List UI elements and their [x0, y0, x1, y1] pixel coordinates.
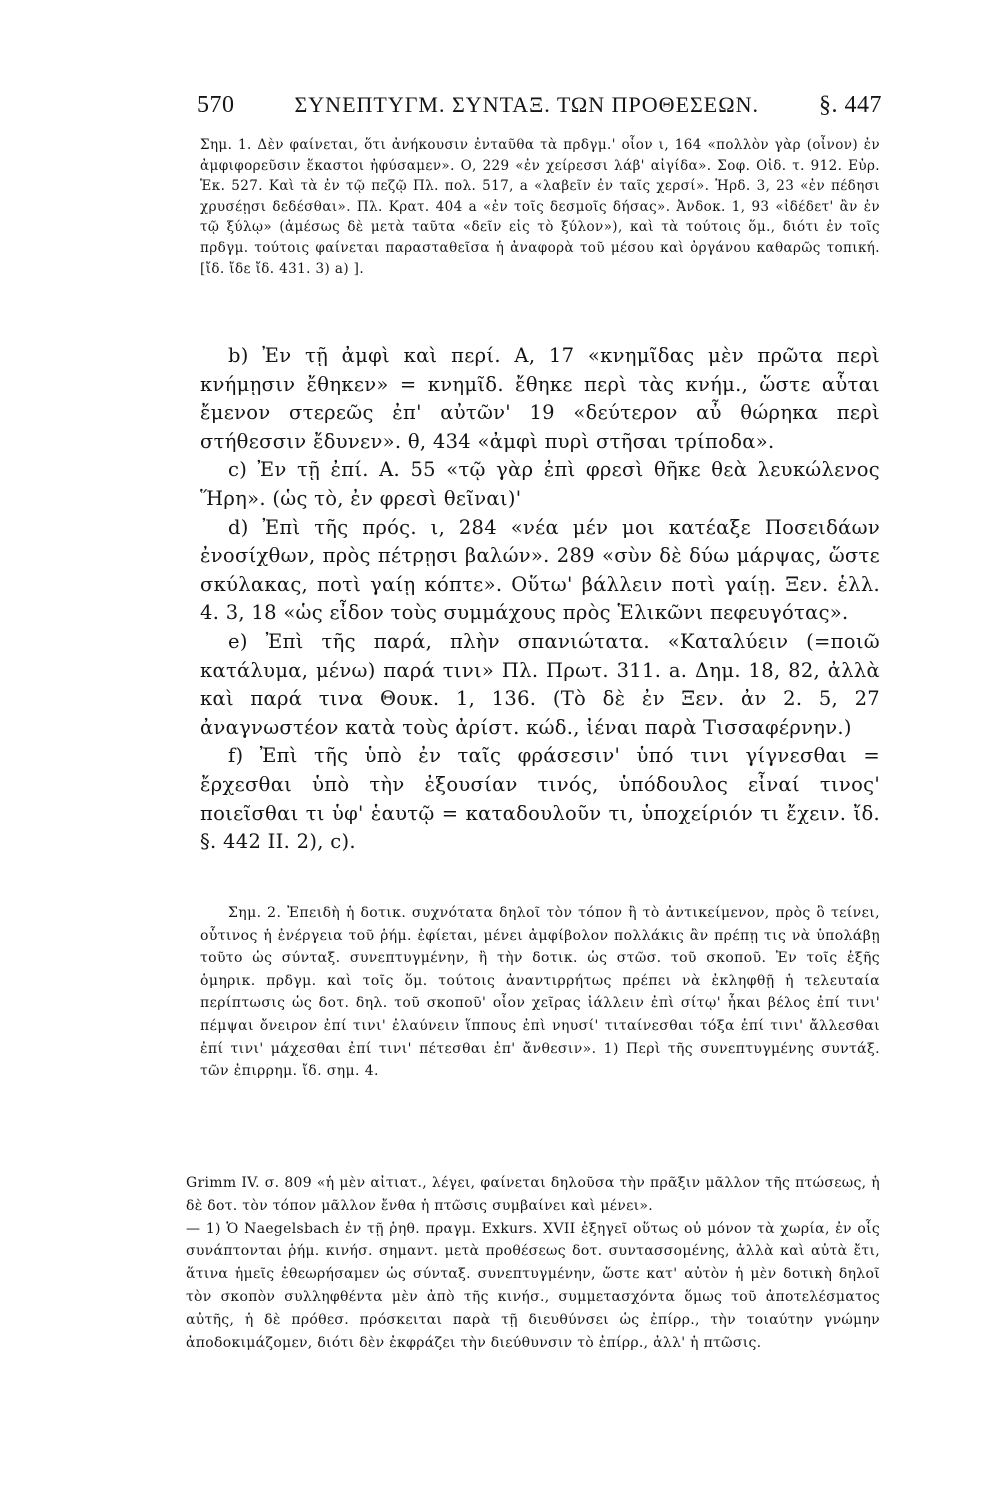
footnotes [186, 1172, 880, 1354]
note-1: Σημ. 1. Δὲν φαίνεται, ὅτι ἀνήκουσιν ἐνταῦθα τὰ πρδγμ.' οἷον ι, 164 «πολλὸν γὰρ (οἶνον) ἐν ἀμφιφορεῦσιν ἕκαστοι ἠφύσαμεν». Ο, 229 «ἐν χείρεσσι λάβ' αἰγίδα». Σοφ. Οἰδ. τ. 912. Εὐρ. Ἑκ. 527. Καὶ τὰ ἐν τῷ πεζῷ Πλ. πολ. 517, a «λαβεῖν ἐν ταῖς χερσί». Ἡρδ. 3, 23 «ἐν πέδησι χρυσέῃσι δεδέσθαι». Πλ. Κρατ. 404 a «ἐν τοῖς δεσμοῖς δήσας». Ἀνδοκ. 1, 93 «ἰδέδετ' ἂν ἐν τῷ ξύλῳ» (ἀμέσως δὲ μετὰ ταῦτα «δεῖν εἰς τὸ ξύλον»), καὶ τὰ τούτοις ὅμ., διότι ἐν τοῖς πρδγμ. τούτοις φαίνεται παρασταθεῖσα ἡ ἀναφορὰ τοῦ μέσου καὶ ὀργάνου καθαρῶς τοπική. [ἴδ. ἴδε ἴδ. 431. 3) a) ]. [200, 137, 880, 277]
paragraph-d: d) Ἐπὶ τῆς πρός. ι, 284 «νέα μέν μοι κατέαξε Ποσειδάων ἐνοσίχθων, πρὸς πέτρῃσι βαλών». 289 «σὺν δὲ δύω μάρψας, ὥστε σκύλακας, ποτὶ γαίῃ κόπτε». Οὕτω' βάλλειν ποτὶ γαίῃ. Ξεν. ἑλλ. 4. 3, 18 «ὡς εἶδον τοὺς συμμάχους πρὸς Ἑλικῶνι πεφευγότας». [200, 515, 880, 625]
paragraph-b: b) Ἐν τῇ ἀμφὶ καὶ περί. Α, 17 «κνημῖδας μὲν πρῶτα περὶ κνήμῃσιν ἔθηκεν» = κνημῖδ. ἔθηκε περὶ τὰς κνήμ., ὥστε αὗται ἔμενον στερεῶς ἐπ' αὐτῶν' 19 «δεύτερον αὖ θώρηκα περὶ στήθεσσιν ἔδυνεν». θ, 434 «ἀμφὶ πυρὶ στῆσαι τρίποδα». [200, 344, 880, 453]
paragraph-c: c) Ἐν τῇ ἐπί. Α. 55 «τῷ γὰρ ἐπὶ φρεσὶ θῆκε θεὰ λευκώλενος Ἥρη». (ὡς τὸ, ἐν φρεσὶ θεῖναι)' [200, 458, 880, 510]
paragraph-e: e) Ἐπὶ τῆς παρά, πλὴν σπανιώτατα. «Καταλύειν (=ποιῶ κατάλυμα, μένω) παρά τινι» Πλ. Πρωτ. 311. a. Δημ. 18, 82, ἀλλὰ καὶ παρά τινα Θουκ. 1, 136. (Τὸ δὲ ἐν Ξεν. ἀν 2. 5, 27 ἀναγνωστέον κατὰ τοὺς ἀρίστ. κώδ., ἰέναι παρὰ Τισσαφέρνην.) [200, 629, 880, 739]
running-header [197, 92, 882, 119]
note-2-text: Σημ. 2. Ἐπειδὴ ἡ δοτικ. συχνότατα δηλοῖ τὸν τόπον ἢ τὸ ἀντικείμενον, πρὸς ὃ τείνει, οὗτινος ἡ ἐνέργεια τοῦ ῥήμ. ἐφίεται, μένει ἀμφίβολον πολλάκις ἂν πρέπῃ τις νὰ ὑπολάβῃ τοῦτο ὡς σύνταξ. συνεπτυγμένην, ἢ τὴν δοτικ. ὡς στῶσ. τοῦ σκοποῦ. Ἐν τοῖς ἑξῆς ὁμηρικ. πρδγμ. καὶ τοῖς ὅμ. τούτοις ἀναντιρρήτως πρέπει νὰ ἐκληφθῇ ἡ τελευταία περίπτωσις ὡς δοτ. δηλ. τοῦ σκοποῦ' οἷον χεῖρας ἰάλλειν ἐπὶ σίτῳ' ἧκαι βέλος ἐπί τινι' πέμψαι ὄνειρον ἐπί τινι' ἐλαύνειν ἵππους ἐπὶ νηυσί' τιταίνεσθαι τόξα ἐπί τινι' ἄλλεσθαι ἐπί τινι' μάχεσθαι ἐπί τινι' πέτεσθαι ἐπ' ἄνθεσιν». 1) Περὶ τῆς συνεπτυγμένης συντάξ. τῶν ἐπιρρημ. ἴδ. σημ. 4. [200, 905, 880, 1080]
running-title: ΣΥΝΕΠΤΥΓΜ. ΣΥΝΤΑΞ. ΤΩΝ ΠΡΟΘΕΣΕΩΝ. [294, 92, 759, 117]
page-number: 570 [197, 92, 235, 118]
footnote-grimm: Grimm IV. σ. 809 «ἡ μὲν αἰτιατ., λέγει, φαίνεται δηλοῦσα τὴν πρᾶξιν μᾶλλον τῆς πτώσεως, ἡ δὲ δοτ. τὸν τόπον μᾶλλον ἔνθα ἡ πτῶσις συμβαίνει καὶ μένει». [186, 1175, 880, 1214]
footnote-naegelsbach: — 1) Ὁ Naegelsbach ἐν τῇ ῥηθ. πραγμ. Exkurs. XVII ἐξηγεῖ οὕτως οὐ μόνον τὰ χωρία, ἐν οἷς συνάπτονται ῥήμ. κινήσ. σημαντ. μετὰ προθέσεως δοτ. συντασσομένης, ἀλλὰ καὶ αὐτὰ ἔτι, ἅτινα ἡμεῖς ἐθεωρήσαμεν ὡς σύνταξ. συνεπτυγμένην, ὥστε κατ' αὐτὸν ἡ μὲν δοτικὴ δηλοῖ τὸν σκοπὸν συλληφθέντα μὲν ἀπὸ τῆς κινήσ., συμμετασχόντα ὅμως τοῦ ἀποτελέσματος αὐτῆς, ἡ δὲ πρόθεσ. πρόσκειται παρὰ τῇ διευθύνσει ὡς ἐπίρρ., τὴν τοιαύτην γνώμην ἀποδοκιμάζομεν, διότι δὲν ἐκφράζει τὴν διεύθυνσιν τὸ ἐπίρρ., ἀλλ' ἡ πτῶσις. [186, 1220, 880, 1351]
paragraph-f: f) Ἐπὶ τῆς ὑπὸ ἐν ταῖς φράσεσιν' ὑπό τινι γίγνεσθαι = ἔρχεσθαι ὑπὸ τὴν ἐξουσίαν τινός, ὑπόδουλος εἶναί τινος' ποιεῖσθαι τι ὑφ' ἑαυτῷ = καταδουλοῦν τι, ὑποχείριόν τι ἔχειν. ἴδ. §. 442 II. 2), c). [200, 744, 880, 854]
note-2 [200, 902, 880, 1083]
section-number: §. 447 [818, 92, 882, 118]
main-text [200, 342, 880, 857]
